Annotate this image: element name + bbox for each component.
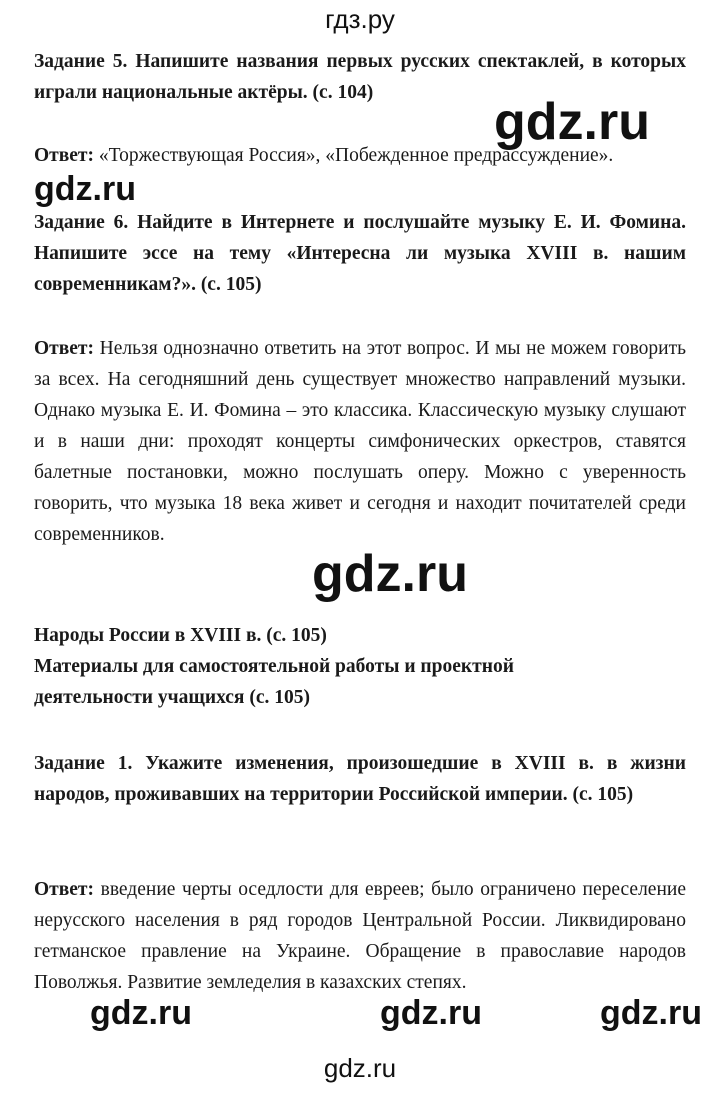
answer-text: Нельзя однозначно ответить на этот вопрос. И мы не можем говорить за всех. На сегодняшний день существует множество направлений музыки. Однако музыка Е. И. Фомина – это классика. Классическую музыку слушают и в наши дни: проходят концерты симфонических оркестров, ставятся балетные постановки, можно послушать оперу. Можно с уверенность говорить, что музыка 18 века живет и сегодня и находит почитателей среди современников. (34, 338, 686, 545)
answer-label: Ответ: (34, 338, 95, 359)
watermark: gdz.ru (34, 170, 136, 208)
section-subtitle-line-1: Материалы для самостоятельной работы и проектной (34, 656, 514, 677)
header-watermark: гдз.ру (325, 4, 395, 34)
task-6-answer (34, 333, 686, 550)
watermark: gdz.ru (600, 994, 702, 1032)
answer-text: «Торжествующая Россия», «Побежденное предрассуждение». (94, 145, 614, 166)
task-6-question: Задание 6. Найдите в Интернете и послушайте музыку Е. И. Фомина. Напишите эссе на тему «Интересна ли музыка XVIII в. нашим современникам?». (с. 105) (34, 212, 686, 295)
section-title: Народы России в XVIII в. (с. 105) (34, 625, 327, 646)
task-1-answer (34, 874, 686, 998)
task-1-question: Задание 1. Укажите изменения, произошедшие в XVIII в. в жизни народов, проживавших на территории Российской империи. (с. 105) (34, 753, 686, 805)
answer-label: Ответ: (34, 145, 95, 166)
answer-text: введение черты оседлости для евреев; было ограничено переселение нерусского населения в ряд городов Центральной России. Ликвидировано гетманское правление на Украине. Обращение в православие народов Поволжья. Развитие земледелия в казахских степях. (34, 879, 686, 993)
watermark: gdz.ru (312, 545, 468, 603)
task-5-question: Задание 5. Напишите названия первых русских спектаклей, в которых играли национальные актёры. (с. 104) (34, 51, 686, 103)
watermark: gdz.ru (494, 93, 650, 151)
section-subtitle-line-2: деятельности учащихся (с. 105) (34, 687, 310, 708)
watermark: gdz.ru (90, 994, 192, 1032)
watermark: gdz.ru (380, 994, 482, 1032)
answer-label: Ответ: (34, 879, 95, 900)
footer-watermark: gdz.ru (323, 1053, 397, 1083)
